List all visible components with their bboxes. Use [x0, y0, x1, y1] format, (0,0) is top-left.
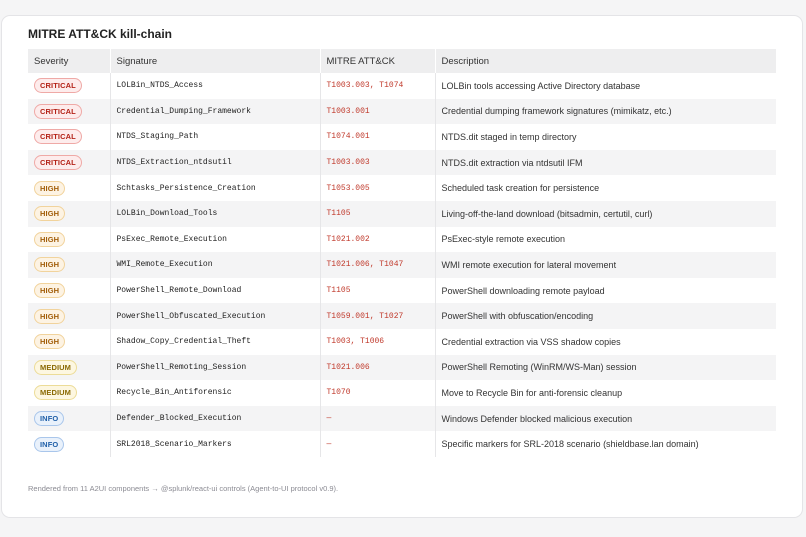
mitre-cell: —	[320, 406, 435, 432]
description-cell: NTDS.dit extraction via ntdsutil IFM	[435, 150, 776, 176]
description-cell: NTDS.dit staged in temp directory	[435, 124, 776, 150]
mitre-cell: T1003.003	[320, 150, 435, 176]
severity-cell	[28, 278, 110, 304]
severity-cell	[28, 227, 110, 253]
severity-badge: HIGH	[34, 206, 65, 221]
severity-cell	[28, 380, 110, 406]
description-cell: WMI remote execution for lateral movement	[435, 252, 776, 278]
description-cell: Living-off-the-land download (bitsadmin, certutil, curl)	[435, 201, 776, 227]
signature-cell: NTDS_Extraction_ntdsutil	[110, 150, 320, 176]
severity-badge: CRITICAL	[34, 104, 82, 119]
column-header-description[interactable]: Description	[435, 49, 776, 73]
table-row[interactable]	[28, 150, 776, 176]
description-cell: Credential dumping framework signatures (mimikatz, etc.)	[435, 99, 776, 125]
column-header-severity[interactable]: Severity	[28, 49, 110, 73]
severity-cell	[28, 201, 110, 227]
description-cell: Credential extraction via VSS shadow copies	[435, 329, 776, 355]
description-cell: Specific markers for SRL-2018 scenario (shieldbase.lan domain)	[435, 431, 776, 457]
table-row[interactable]	[28, 73, 776, 99]
severity-badge: CRITICAL	[34, 155, 82, 170]
signature-cell: Credential_Dumping_Framework	[110, 99, 320, 125]
description-cell: Move to Recycle Bin for anti-forensic cleanup	[435, 380, 776, 406]
table-row[interactable]	[28, 303, 776, 329]
mitre-cell: T1003.003, T1074	[320, 73, 435, 99]
table-row[interactable]	[28, 431, 776, 457]
severity-cell	[28, 431, 110, 457]
description-cell: PowerShell downloading remote payload	[435, 278, 776, 304]
severity-cell	[28, 406, 110, 432]
severity-badge: HIGH	[34, 257, 65, 272]
signature-cell: LOLBin_Download_Tools	[110, 201, 320, 227]
mitre-cell: T1105	[320, 201, 435, 227]
severity-cell	[28, 303, 110, 329]
signature-cell: Shadow_Copy_Credential_Theft	[110, 329, 320, 355]
signature-cell: Defender_Blocked_Execution	[110, 406, 320, 432]
signature-cell: NTDS_Staging_Path	[110, 124, 320, 150]
table-row[interactable]	[28, 406, 776, 432]
severity-cell	[28, 329, 110, 355]
table-row[interactable]	[28, 175, 776, 201]
mitre-cell: T1074.001	[320, 124, 435, 150]
table-row[interactable]	[28, 278, 776, 304]
severity-badge: HIGH	[34, 283, 65, 298]
severity-cell	[28, 73, 110, 99]
signature-cell: Schtasks_Persistence_Creation	[110, 175, 320, 201]
signature-cell: PowerShell_Obfuscated_Execution	[110, 303, 320, 329]
severity-badge: INFO	[34, 437, 64, 452]
mitre-cell: —	[320, 431, 435, 457]
signature-cell: PowerShell_Remote_Download	[110, 278, 320, 304]
description-cell: PowerShell with obfuscation/encoding	[435, 303, 776, 329]
signature-cell: SRL2018_Scenario_Markers	[110, 431, 320, 457]
column-header-signature[interactable]: Signature	[110, 49, 320, 73]
description-cell: LOLBin tools accessing Active Directory database	[435, 73, 776, 99]
mitre-cell: T1105	[320, 278, 435, 304]
table-row[interactable]	[28, 124, 776, 150]
mitre-cell: T1003, T1006	[320, 329, 435, 355]
severity-cell	[28, 252, 110, 278]
table-row[interactable]	[28, 329, 776, 355]
footer-note: Rendered from 11 A2UI components → @splunk/react-ui controls (Agent-to-UI protocol v0.9).	[28, 484, 339, 493]
signature-cell: Recycle_Bin_Antiforensic	[110, 380, 320, 406]
table-row[interactable]	[28, 201, 776, 227]
severity-badge: HIGH	[34, 309, 65, 324]
severity-badge: MEDIUM	[34, 385, 77, 400]
table-header-row	[28, 49, 776, 73]
table-row[interactable]	[28, 227, 776, 253]
signature-cell: WMI_Remote_Execution	[110, 252, 320, 278]
description-cell: PsExec-style remote execution	[435, 227, 776, 253]
severity-cell	[28, 175, 110, 201]
severity-badge: HIGH	[34, 181, 65, 196]
severity-badge: MEDIUM	[34, 360, 77, 375]
column-header-mitre[interactable]: MITRE ATT&CK	[320, 49, 435, 73]
signature-cell: LOLBin_NTDS_Access	[110, 73, 320, 99]
signature-cell: PowerShell_Remoting_Session	[110, 355, 320, 381]
mitre-cell: T1059.001, T1027	[320, 303, 435, 329]
kill-chain-table	[28, 49, 776, 457]
mitre-cell: T1053.005	[320, 175, 435, 201]
severity-cell	[28, 99, 110, 125]
table-row[interactable]	[28, 99, 776, 125]
severity-cell	[28, 150, 110, 176]
mitre-cell: T1003.001	[320, 99, 435, 125]
severity-badge: CRITICAL	[34, 129, 82, 144]
table-row[interactable]	[28, 380, 776, 406]
mitre-cell: T1021.006	[320, 355, 435, 381]
severity-badge: CRITICAL	[34, 78, 82, 93]
description-cell: Windows Defender blocked malicious execution	[435, 406, 776, 432]
severity-badge: HIGH	[34, 232, 65, 247]
signature-cell: PsExec_Remote_Execution	[110, 227, 320, 253]
mitre-cell: T1021.006, T1047	[320, 252, 435, 278]
table-row[interactable]	[28, 252, 776, 278]
mitre-cell: T1021.002	[320, 227, 435, 253]
description-cell: PowerShell Remoting (WinRM/WS-Man) session	[435, 355, 776, 381]
severity-badge: INFO	[34, 411, 64, 426]
page-title: MITRE ATT&CK kill-chain	[28, 27, 172, 41]
table-row[interactable]	[28, 355, 776, 381]
severity-badge: HIGH	[34, 334, 65, 349]
description-cell: Scheduled task creation for persistence	[435, 175, 776, 201]
severity-cell	[28, 124, 110, 150]
mitre-cell: T1070	[320, 380, 435, 406]
severity-cell	[28, 355, 110, 381]
